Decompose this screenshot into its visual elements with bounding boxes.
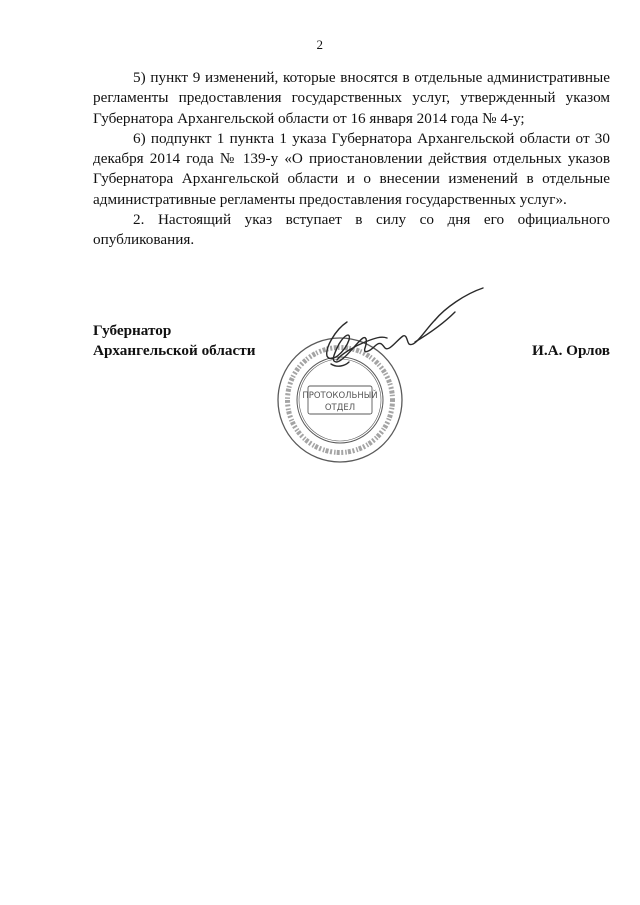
seal-text-line2: ОТДЕЛ [324, 403, 356, 413]
document-body [93, 68, 610, 251]
page-number: 2 [316, 37, 324, 52]
paragraph-item-5: 5) пункт 9 изменений, которые вносятся в отдельные административные регламенты предоставления государственных услуг, утвержденный указом Губернатора Архангельской области от 16 января 2014 года № 4-у; [93, 69, 610, 127]
seal-center-text [302, 389, 377, 413]
seal-and-signature [275, 282, 505, 472]
paragraph-effective-date: 2. Настоящий указ вступает в силу со дня его официального опубликования. [93, 211, 610, 249]
signatory-position-line2: Архангельской области [93, 342, 256, 359]
signatory-position-line1: Губернатор [93, 322, 172, 339]
paragraph-item-6: 6) подпункт 1 пункта 1 указа Губернатора Архангельской области от 30 декабря 2014 года № 139-у «О приостановлении действия отдельных указов Губернатора Архангельской области и о внесении изменений в отдельные административные регламенты предоставления государственных услуг». [93, 129, 610, 208]
seal-text-line1: ПРОТОКОЛЬНЫЙ [302, 391, 378, 401]
signatory-name: И.А. Орлов [532, 342, 610, 359]
handwritten-signature [327, 288, 483, 366]
